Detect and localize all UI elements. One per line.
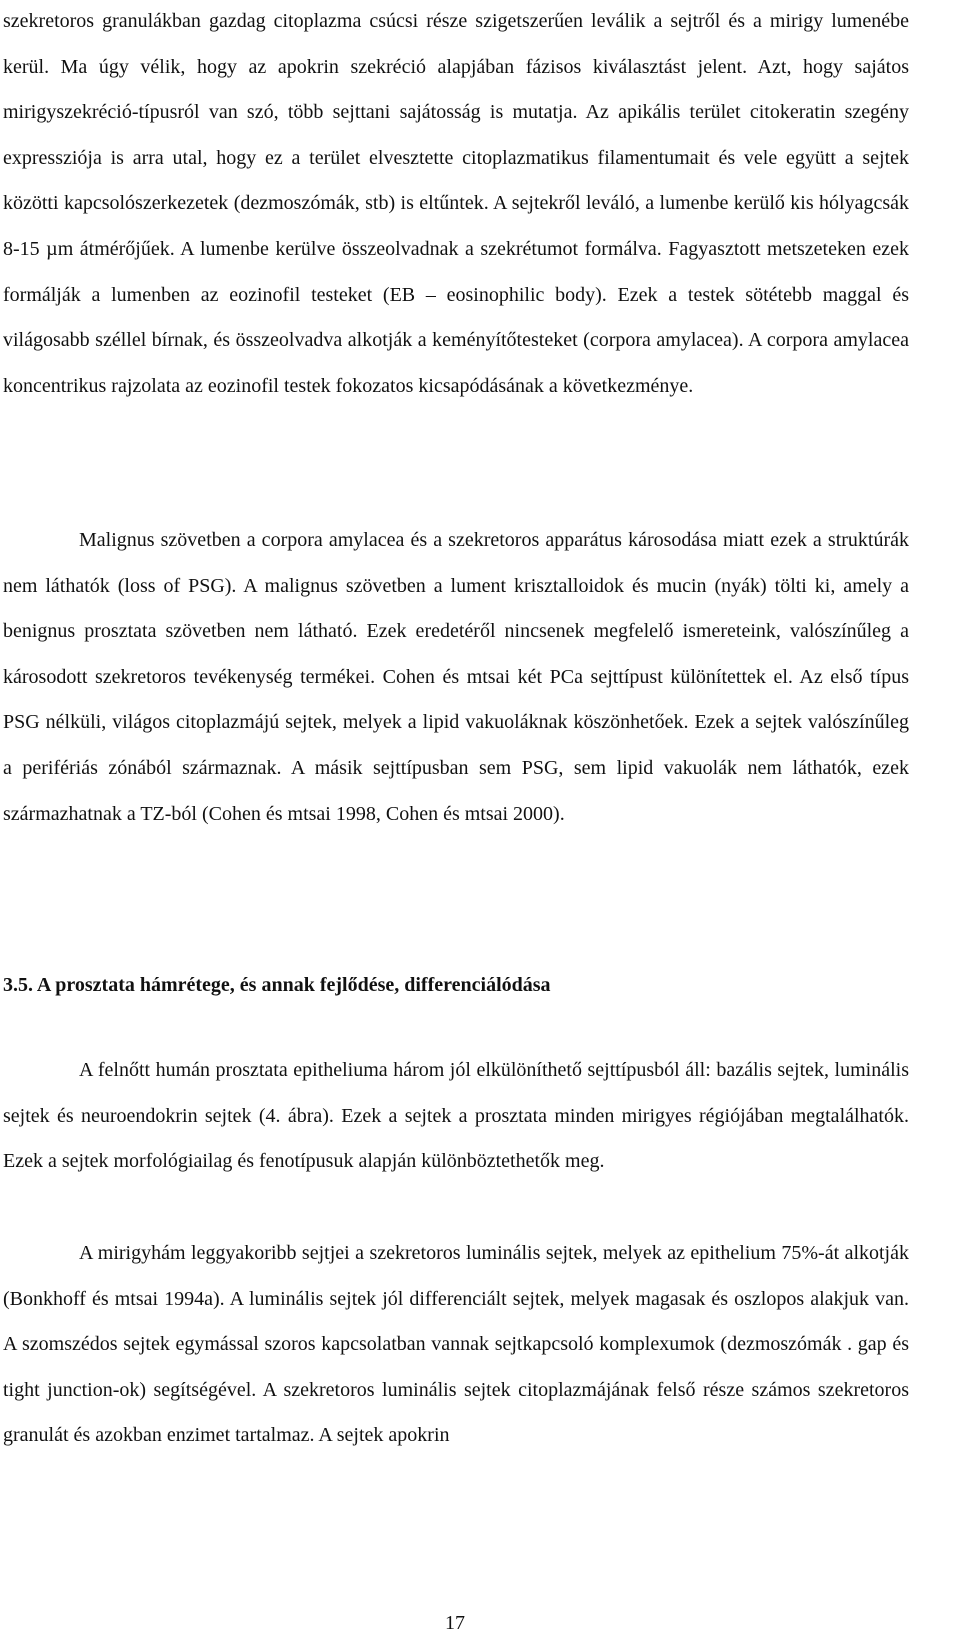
paragraph: Malignus szövetben a corpora amylacea és a szekretoros apparátus károsodása miatt ezek a struktúrák nem láthatók (loss of PSG). A malignus szövetben a lument krisztalloidok és mucin (nyák) tölti ki, amely a benignus prosztata szövetben nem látható. Ezek eredetéről nincsenek megfelelő ismereteink, valószínűleg a károsodott szekretoros tevékenység termékei. Cohen és mtsai két PCa sejttípust különítettek el. Az első típus PSG nélküli, világos citoplazmájú sejtek, melyek a lipid vakuoláknak köszönhetőek. Ezek a sejtek valószínűleg a perifériás zónából származnak. A másik sejttípusban sem PSG, sem lipid vakuolák nem láthatók, ezek származhatnak a TZ-ból (Cohen és mtsai 1998, Cohen és mtsai 2000). bbox=[3, 529, 909, 825]
page-number: 17 bbox=[445, 1612, 465, 1634]
paragraph: A mirigyhám leggyakoribb sejtjei a szekretoros luminális sejtek, melyek az epithelium 75%-át alkotják (Bonkhoff és mtsai 1994a). A luminális sejtek jól differenciált sejtek, melyek magasak és oszlopos alakjuk van. A szomszédos sejtek egymással szoros kapcsolatban vannak sejtkapcsoló komplexumok (dezmoszómák . gap és tight junction-ok) segítségével. A szekretoros luminális sejtek citoplazmájának felső része számos szekretoros granulát és azokban enzimet tartalmaz. A sejtek apokrin bbox=[3, 1242, 909, 1447]
paragraph: szekretoros granulákban gazdag citoplazma csúcsi része szigetszerűen leválik a sejtről és a mirigy lumenébe kerül. Ma úgy vélik, hogy az apokrin szekréció alapjában fázisos kiválasztást jelent. Azt, hogy sajátos mirigyszekréció-típusról van szó, több sejttani sajátosság is mutatja. Az apikális terület citokeratin szegény expressziója is arra utal, hogy ez a terület elvesztette citoplazmatikus filamentumait és vele együtt a sejtek közötti kapcsolószerkezetek (dezmoszómák, stb) is eltűntek. A sejtekről leváló, a lumenbe kerülő kis hólyagcsák 8-15 µm átmérőjűek. A lumenbe kerülve összeolvadnak a szekrétumot formálva. Fagyasztott metszeteken ezek formálják a lumenben az eozinofil testeket (EB – eosinophilic body). Ezek a testek sötétebb maggal és világosabb széllel bírnak, és összeolvadva alkotják a keményítőtesteket (corpora amylacea). A corpora amylacea koncentrikus rajzolata az eozinofil testek fokozatos kicsapódásának a következménye. bbox=[3, 10, 909, 397]
paragraph: A felnőtt humán prosztata epitheliuma három jól elkülöníthető sejttípusból áll: bazális sejtek, luminális sejtek és neuroendokrin sejtek (4. ábra). Ezek a sejtek a prosztata minden mirigyes régiójában megtalálhatók. Ezek a sejtek morfológiailag és fenotípusuk alapján különböztethetők meg. bbox=[3, 1059, 909, 1173]
section-heading: 3.5. A prosztata hámrétege, és annak fejlődése, differenciálódása bbox=[3, 974, 551, 996]
